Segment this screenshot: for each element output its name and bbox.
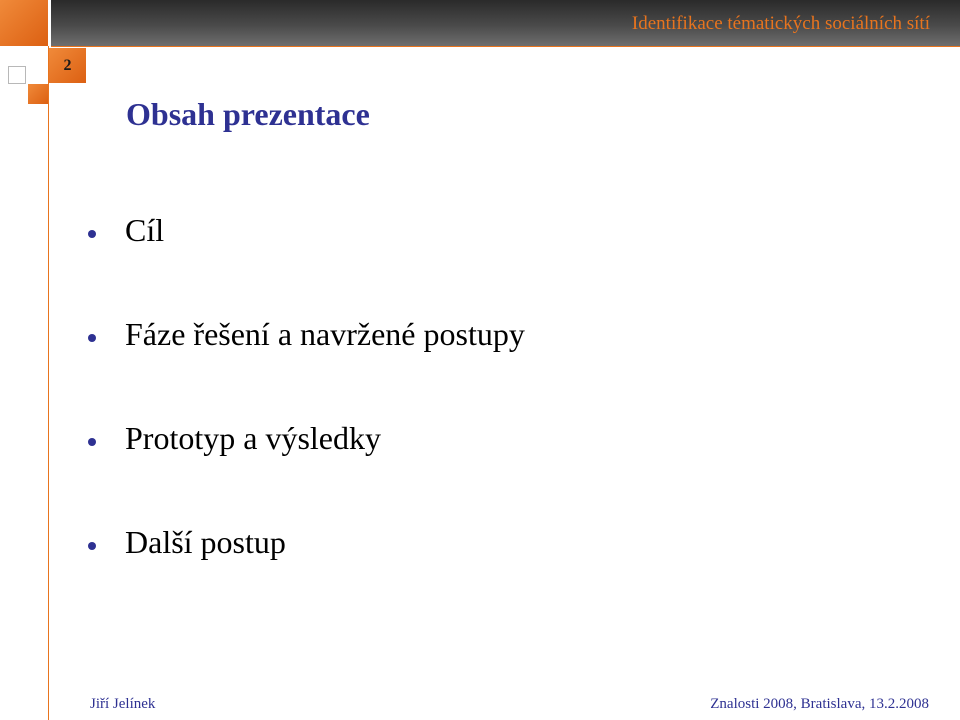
bullet-dot-icon (88, 438, 96, 446)
left-vertical-divider (48, 46, 49, 720)
footer-author: Jiří Jelínek (90, 696, 156, 712)
header-bar (51, 0, 960, 46)
header-divider (51, 46, 960, 47)
header-title: Identifikace tématických sociálních sítí (631, 13, 930, 34)
bullet-text: Fáze řešení a navržené postupy (125, 316, 525, 352)
bullet-dot-icon (88, 334, 96, 342)
corner-decoration (0, 0, 48, 46)
slide-title: Obsah prezentace (126, 96, 370, 132)
filled-square-decoration (28, 84, 48, 104)
bullet-dot-icon (88, 230, 96, 238)
slide-number-badge (49, 48, 86, 83)
bullet-item (88, 416, 525, 520)
bullet-text: Cíl (125, 212, 165, 248)
footer-event: Znalosti 2008, Bratislava, 13.2.2008 (710, 696, 929, 712)
bullet-text: Prototyp a výsledky (125, 420, 381, 456)
bullet-item (88, 520, 525, 624)
bullet-item (88, 208, 525, 312)
bullet-list (88, 208, 525, 624)
bullet-text: Další postup (125, 524, 286, 560)
bullet-dot-icon (88, 542, 96, 550)
bullet-item (88, 312, 525, 416)
slide-number: 2 (63, 56, 72, 74)
outline-square-decoration (8, 66, 26, 84)
